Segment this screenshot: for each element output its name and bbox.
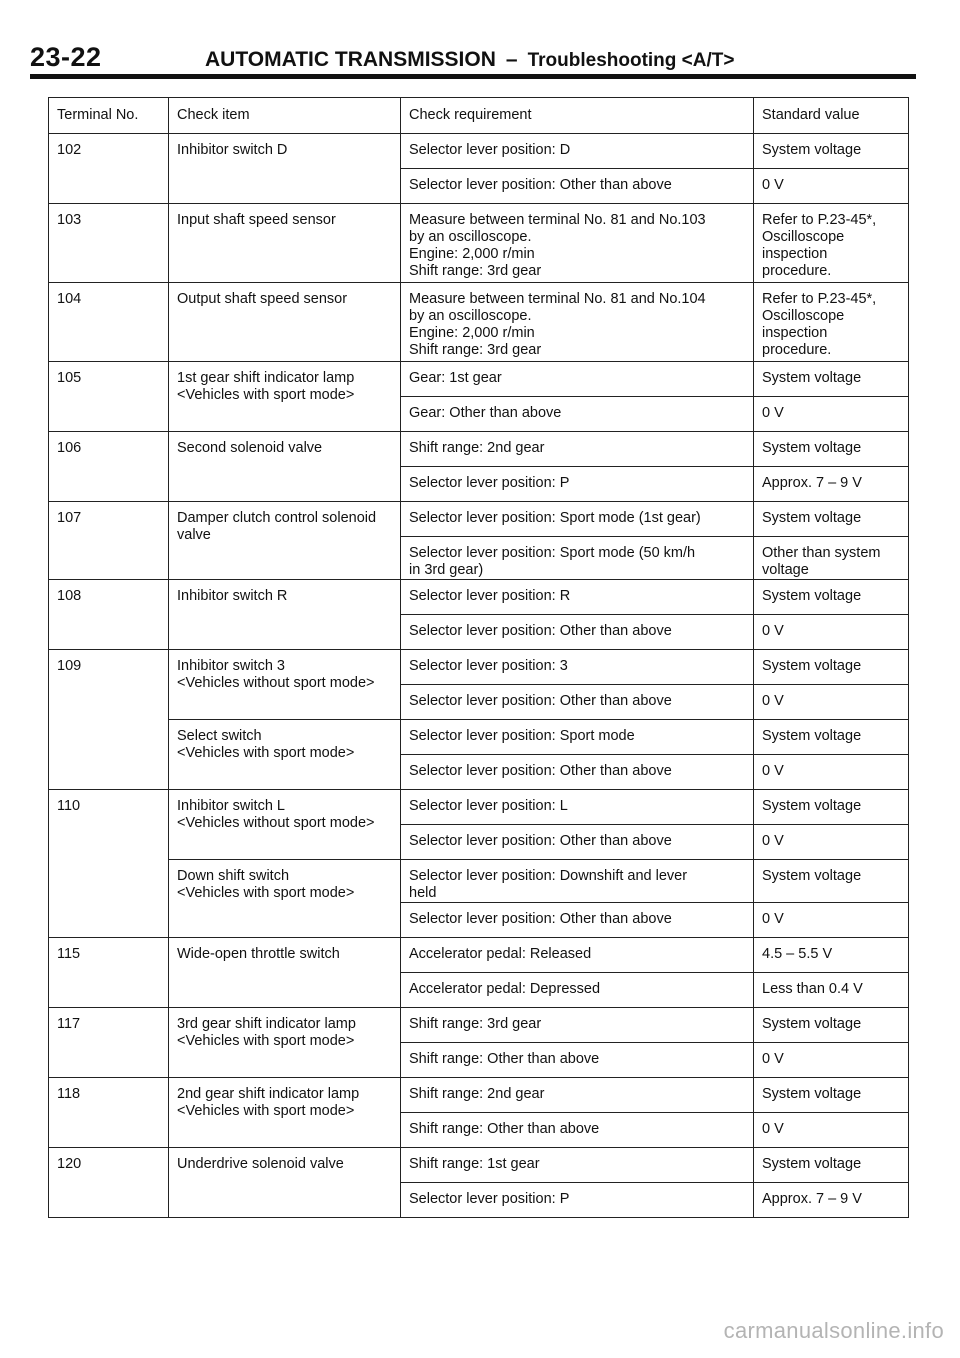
table-body	[49, 134, 909, 1218]
cell-terminal-no: 106	[49, 432, 169, 502]
page-header	[30, 42, 914, 73]
cell-standard-value: System voltage	[754, 432, 909, 467]
table-row	[49, 580, 909, 615]
page-title: AUTOMATIC TRANSMISSION	[205, 48, 496, 71]
cell-terminal-no: 120	[49, 1148, 169, 1218]
page-subtitle: Troubleshooting <A/T>	[527, 50, 735, 71]
cell-standard-value: System voltage	[754, 1148, 909, 1183]
cell-standard-value: 0 V	[754, 1043, 909, 1078]
cell-check-requirement: Selector lever position: P	[401, 1183, 754, 1218]
cell-check-requirement: Selector lever position: Other than above	[401, 825, 754, 860]
cell-check-item: 3rd gear shift indicator lamp <Vehicles with sport mode>	[169, 1008, 401, 1078]
cell-terminal-no: 117	[49, 1008, 169, 1078]
table-row	[49, 1078, 909, 1113]
cell-check-requirement: Selector lever position: 3	[401, 650, 754, 685]
cell-check-item: Wide-open throttle switch	[169, 938, 401, 1008]
title-separator: –	[505, 48, 518, 71]
table-row	[49, 1148, 909, 1183]
cell-check-requirement: Shift range: 3rd gear	[401, 1008, 754, 1043]
cell-terminal-no: 108	[49, 580, 169, 650]
cell-standard-value: System voltage	[754, 580, 909, 615]
table-row	[49, 432, 909, 467]
table-row	[49, 362, 909, 397]
cell-check-item: Inhibitor switch 3 <Vehicles without sport mode>	[169, 650, 401, 720]
cell-standard-value: 0 V	[754, 615, 909, 650]
cell-terminal-no: 109	[49, 650, 169, 790]
table-row	[49, 650, 909, 685]
cell-standard-value: System voltage	[754, 860, 909, 903]
cell-standard-value: System voltage	[754, 362, 909, 397]
table-row	[49, 134, 909, 169]
table-row	[49, 938, 909, 973]
cell-standard-value: System voltage	[754, 720, 909, 755]
cell-check-requirement: Selector lever position: Sport mode (50 km/h in 3rd gear)	[401, 537, 754, 580]
cell-check-requirement: Selector lever position: Other than above	[401, 685, 754, 720]
cell-check-item: Inhibitor switch D	[169, 134, 401, 204]
table-row	[49, 790, 909, 825]
cell-check-item: 1st gear shift indicator lamp <Vehicles with sport mode>	[169, 362, 401, 432]
cell-check-requirement: Shift range: 2nd gear	[401, 1078, 754, 1113]
cell-standard-value: Approx. 7 – 9 V	[754, 1183, 909, 1218]
cell-check-item: Select switch <Vehicles with sport mode>	[169, 720, 401, 790]
cell-terminal-no: 107	[49, 502, 169, 580]
cell-terminal-no: 104	[49, 283, 169, 362]
page-number: 23-22	[30, 42, 102, 72]
cell-standard-value: 0 V	[754, 1113, 909, 1148]
cell-check-requirement: Measure between terminal No. 81 and No.104 by an oscilloscope. Engine: 2,000 r/min Shift range: 3rd gear	[401, 283, 754, 362]
table-row	[49, 204, 909, 283]
table-header-row	[49, 98, 909, 134]
cell-terminal-no: 103	[49, 204, 169, 283]
cell-check-requirement: Selector lever position: L	[401, 790, 754, 825]
cell-standard-value: Refer to P.23-45*, Oscilloscope inspection procedure.	[754, 204, 909, 283]
cell-check-requirement: Accelerator pedal: Depressed	[401, 973, 754, 1008]
header-standard-value: Standard value	[754, 98, 909, 134]
table-row	[49, 283, 909, 362]
cell-check-item: Down shift switch <Vehicles with sport mode>	[169, 860, 401, 938]
table-row	[49, 860, 909, 903]
cell-standard-value: 0 V	[754, 685, 909, 720]
cell-check-requirement: Selector lever position: Other than above	[401, 903, 754, 938]
cell-standard-value: System voltage	[754, 502, 909, 537]
cell-standard-value: Other than system voltage	[754, 537, 909, 580]
cell-standard-value: System voltage	[754, 650, 909, 685]
cell-check-requirement: Shift range: Other than above	[401, 1043, 754, 1078]
cell-check-requirement: Shift range: 2nd gear	[401, 432, 754, 467]
cell-check-requirement: Shift range: 1st gear	[401, 1148, 754, 1183]
cell-check-requirement: Selector lever position: Other than above	[401, 169, 754, 204]
cell-standard-value: System voltage	[754, 790, 909, 825]
cell-check-item: Inhibitor switch R	[169, 580, 401, 650]
cell-check-item: Output shaft speed sensor	[169, 283, 401, 362]
cell-check-item: Damper clutch control solenoid valve	[169, 502, 401, 580]
header-check-requirement: Check requirement	[401, 98, 754, 134]
watermark: carmanualsonline.info	[723, 1318, 944, 1343]
cell-check-requirement: Shift range: Other than above	[401, 1113, 754, 1148]
cell-check-requirement: Selector lever position: Other than above	[401, 615, 754, 650]
cell-standard-value: 0 V	[754, 169, 909, 204]
cell-standard-value: 0 V	[754, 755, 909, 790]
cell-check-requirement: Gear: Other than above	[401, 397, 754, 432]
cell-check-requirement: Measure between terminal No. 81 and No.103 by an oscilloscope. Engine: 2,000 r/min Shift range: 3rd gear	[401, 204, 754, 283]
cell-check-requirement: Selector lever position: Sport mode	[401, 720, 754, 755]
table-row	[49, 1008, 909, 1043]
cell-check-item: 2nd gear shift indicator lamp <Vehicles with sport mode>	[169, 1078, 401, 1148]
cell-standard-value: Refer to P.23-45*, Oscilloscope inspection procedure.	[754, 283, 909, 362]
cell-check-requirement: Selector lever position: Sport mode (1st gear)	[401, 502, 754, 537]
cell-check-requirement: Selector lever position: P	[401, 467, 754, 502]
header-check-item: Check item	[169, 98, 401, 134]
cell-terminal-no: 110	[49, 790, 169, 938]
header-rule	[30, 74, 916, 79]
cell-standard-value: 0 V	[754, 825, 909, 860]
cell-standard-value: Approx. 7 – 9 V	[754, 467, 909, 502]
cell-standard-value: System voltage	[754, 134, 909, 169]
cell-terminal-no: 102	[49, 134, 169, 204]
cell-check-item: Underdrive solenoid valve	[169, 1148, 401, 1218]
cell-standard-value: System voltage	[754, 1078, 909, 1113]
cell-standard-value: 0 V	[754, 397, 909, 432]
cell-check-requirement: Selector lever position: Other than above	[401, 755, 754, 790]
cell-check-requirement: Selector lever position: D	[401, 134, 754, 169]
table-row	[49, 502, 909, 537]
terminal-check-table	[48, 97, 909, 1218]
cell-check-item: Inhibitor switch L <Vehicles without sport mode>	[169, 790, 401, 860]
cell-terminal-no: 115	[49, 938, 169, 1008]
cell-check-requirement: Selector lever position: R	[401, 580, 754, 615]
cell-standard-value: 4.5 – 5.5 V	[754, 938, 909, 973]
cell-standard-value: System voltage	[754, 1008, 909, 1043]
cell-check-item: Second solenoid valve	[169, 432, 401, 502]
cell-terminal-no: 118	[49, 1078, 169, 1148]
cell-standard-value: 0 V	[754, 903, 909, 938]
cell-standard-value: Less than 0.4 V	[754, 973, 909, 1008]
header-terminal-no: Terminal No.	[49, 98, 169, 134]
cell-check-requirement: Selector lever position: Downshift and lever held	[401, 860, 754, 903]
cell-check-requirement: Gear: 1st gear	[401, 362, 754, 397]
table-row	[49, 720, 909, 755]
cell-terminal-no: 105	[49, 362, 169, 432]
cell-check-item: Input shaft speed sensor	[169, 204, 401, 283]
cell-check-requirement: Accelerator pedal: Released	[401, 938, 754, 973]
